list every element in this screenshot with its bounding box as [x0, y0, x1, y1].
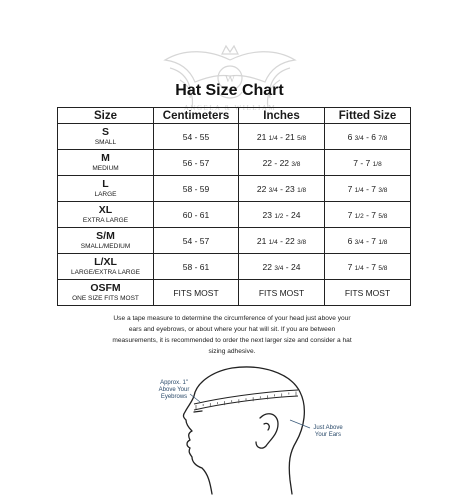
- fit-start: 7: [347, 209, 355, 220]
- fit-end: - 7: [363, 183, 379, 194]
- fit-end: - 7: [363, 261, 379, 272]
- fit-end: - 7: [363, 235, 379, 246]
- head-profile-outline: [183, 367, 304, 494]
- size-code: OSFM: [90, 282, 121, 295]
- cell-size: [58, 202, 154, 228]
- table-row: [58, 202, 411, 228]
- size-name: ONE SIZE FITS MOST: [72, 294, 139, 302]
- in-end-frac: 3/8: [297, 238, 307, 246]
- table-row: [58, 228, 411, 254]
- cell-fitted-size: [325, 228, 411, 254]
- fit-start-frac: 3/4: [354, 238, 364, 246]
- fit-end-frac: 5/8: [378, 264, 388, 272]
- cell-size: [58, 254, 154, 280]
- ear-outline: [256, 414, 278, 448]
- in-start: 22 - 22: [262, 157, 292, 168]
- in-start-frac: 3/4: [268, 186, 278, 194]
- cm-value: 56 - 57: [182, 157, 210, 168]
- header-size: Size: [58, 108, 154, 124]
- fit-start-frac: 1/2: [354, 212, 364, 220]
- fit-start: 6: [347, 235, 355, 246]
- table-row: [58, 280, 411, 306]
- fit-end-frac: 3/8: [378, 186, 388, 194]
- cell-centimeters: [154, 176, 239, 202]
- page-title: Hat Size Chart: [175, 82, 284, 99]
- cell-centimeters: [154, 254, 239, 280]
- size-name: SMALL: [94, 138, 117, 146]
- in-end: - 24: [283, 261, 301, 272]
- cell-inches: [239, 280, 325, 306]
- cell-fitted-size: [325, 254, 411, 280]
- table-row: [58, 150, 411, 176]
- fit-start-frac: 1/4: [354, 186, 364, 194]
- size-name: LARGE: [94, 190, 117, 198]
- cm-value: 58 - 61: [182, 261, 210, 272]
- fit-start-frac: 3/4: [354, 134, 364, 142]
- fit-end-frac: 1/8: [378, 238, 388, 246]
- cell-fitted-size: [325, 280, 411, 306]
- table-row: [58, 254, 411, 280]
- cell-size: [58, 280, 154, 306]
- cell-size: [58, 150, 154, 176]
- in-end-frac: 1/8: [297, 186, 307, 194]
- fit-start-frac: 1/4: [354, 264, 364, 272]
- size-name: MEDIUM: [92, 164, 119, 172]
- cell-centimeters: [154, 124, 239, 150]
- header-centimeters: Centimeters: [154, 108, 239, 124]
- cell-size: [58, 228, 154, 254]
- size-code: XL: [98, 204, 113, 217]
- size-code: S: [101, 126, 109, 139]
- in-end-frac: 5/8: [297, 134, 307, 142]
- label-above-ears: Just Above Your Ears: [313, 425, 343, 438]
- cell-inches: [239, 254, 325, 280]
- in-end: - 21: [277, 131, 298, 142]
- cm-value: 54 - 55: [182, 131, 210, 142]
- in-start: 23: [262, 209, 275, 220]
- crest-letter: W: [224, 73, 236, 85]
- label-above-eyebrows: Approx. 1" Above Your Eyebrows: [158, 380, 190, 400]
- cell-size: [58, 176, 154, 202]
- table-row: [58, 176, 411, 202]
- cell-inches: [239, 124, 325, 150]
- header-inches: Inches: [239, 108, 325, 124]
- size-name: LARGE/EXTRA LARGE: [71, 268, 140, 276]
- cell-inches: [239, 150, 325, 176]
- crest-text: ANGELA & WILLIAM: [183, 104, 277, 112]
- cell-fitted-size: [325, 202, 411, 228]
- in-start: 22: [256, 183, 269, 194]
- header-fitted-size: Fitted Size: [325, 108, 411, 124]
- size-code: M: [101, 152, 110, 165]
- cell-fitted-size: [325, 150, 411, 176]
- table-header-row: [58, 108, 411, 124]
- hat-size-table: [57, 107, 411, 306]
- in-end: - 22: [277, 235, 298, 246]
- cell-inches: [239, 202, 325, 228]
- in-start: 21: [256, 131, 269, 142]
- fit-end-frac: 7/8: [378, 134, 388, 142]
- in-end: - 24: [283, 209, 301, 220]
- size-code: L: [102, 178, 109, 191]
- fit-start: 7: [347, 183, 355, 194]
- size-name: SMALL/MEDIUM: [80, 242, 131, 250]
- fit-end: - 7: [363, 209, 379, 220]
- in-start: 21: [256, 235, 269, 246]
- fit-start: FITS MOST: [344, 287, 391, 298]
- in-start: FITS MOST: [258, 287, 305, 298]
- cm-value: 58 - 59: [182, 183, 210, 194]
- fit-start: 6: [347, 131, 355, 142]
- in-start: 22: [262, 261, 275, 272]
- cell-fitted-size: [325, 176, 411, 202]
- fit-start: 7: [347, 261, 355, 272]
- cell-inches: [239, 176, 325, 202]
- fit-end-frac: 5/8: [378, 212, 388, 220]
- ear-pointer-line: [290, 420, 310, 428]
- fit-start-frac: 1/8: [372, 160, 382, 168]
- cell-size: [58, 124, 154, 150]
- fit-start: 7 - 7: [353, 157, 373, 168]
- cell-centimeters: [154, 150, 239, 176]
- in-start-frac: 1/2: [274, 212, 284, 220]
- size-code: L/XL: [94, 256, 117, 269]
- cm-value: FITS MOST: [173, 287, 219, 298]
- in-start-frac: 3/4: [274, 264, 284, 272]
- cell-inches: [239, 228, 325, 254]
- in-end: - 23: [277, 183, 298, 194]
- cell-centimeters: [154, 280, 239, 306]
- measuring-instructions: Use a tape measure to determine the circumference of your head just above your ears and eyebrows, or about where your hat will sit. If you are between measurements, it is recommended to order the next larger size and consider a hat sizing adhesive.: [112, 315, 352, 355]
- cell-fitted-size: [325, 124, 411, 150]
- in-start-frac: 3/8: [291, 160, 301, 168]
- cell-centimeters: [154, 228, 239, 254]
- in-start-frac: 1/4: [268, 134, 278, 142]
- cm-value: 60 - 61: [182, 209, 210, 220]
- in-start-frac: 1/4: [268, 238, 278, 246]
- fit-end: - 6: [363, 131, 379, 142]
- table-row: [58, 124, 411, 150]
- cm-value: 54 - 57: [182, 235, 210, 246]
- size-name: EXTRA LARGE: [82, 216, 129, 224]
- size-code: S/M: [96, 230, 115, 243]
- cell-centimeters: [154, 202, 239, 228]
